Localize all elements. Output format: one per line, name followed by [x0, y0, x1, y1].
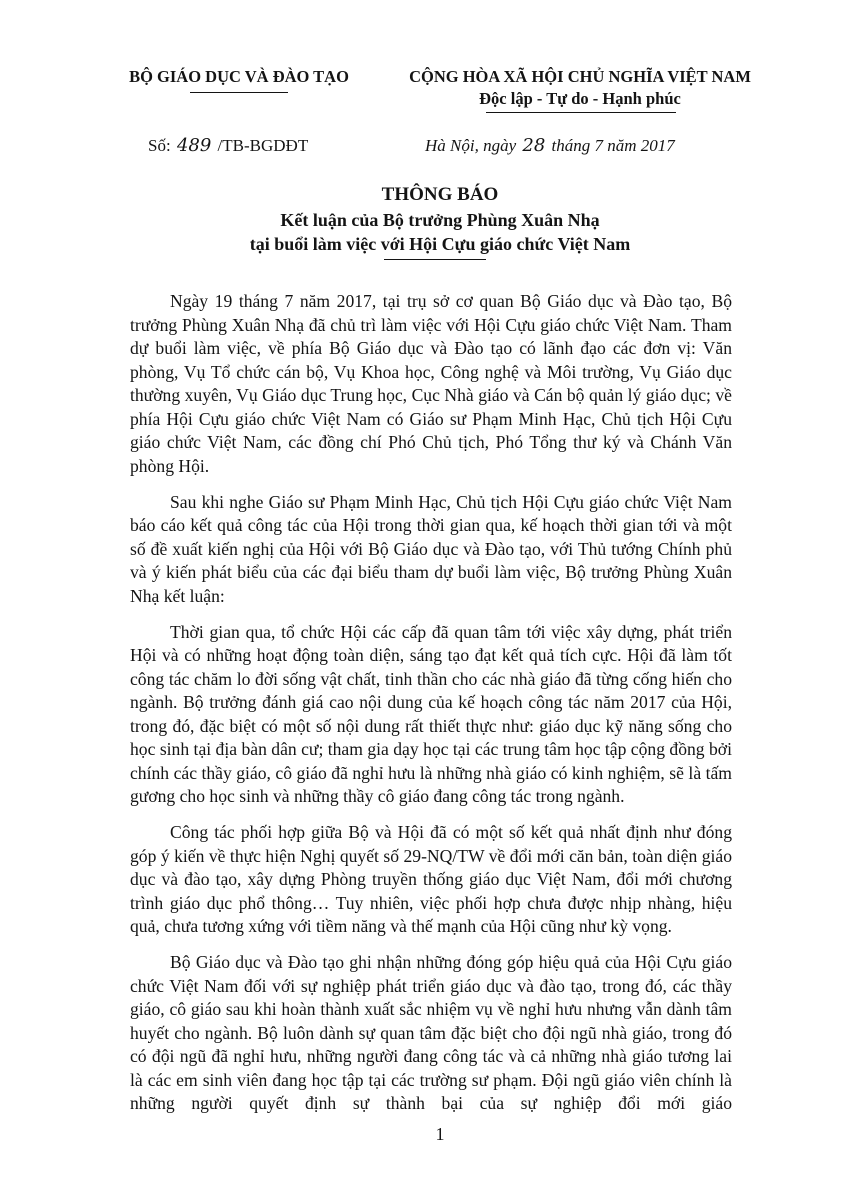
- date-day-handwritten: 28: [522, 135, 546, 156]
- document-subtitle-line-1: Kết luận của Bộ trưởng Phùng Xuân Nhạ: [280, 210, 600, 230]
- number-prefix: Số:: [148, 136, 171, 155]
- paragraph-2: Sau khi nghe Giáo sư Phạm Minh Hạc, Chủ tịch Hội Cựu giáo chức Việt Nam báo cáo kết quả công tác của Hội trong thời gian qua, kế hoạch thời gian tới và một số đề xuất kiến nghị của Hội với Bộ Giáo dục và Đào tạo, với Thủ tướng Chính phủ và ý kiến phát biểu của các đại biểu tham dự buổi làm việc, Bộ trưởng Phùng Xuân Nhạ kết luận:: [130, 491, 732, 606]
- date-suffix: tháng 7 năm 2017: [551, 136, 675, 155]
- document-subtitle-line-2: tại buổi làm việc với Hội Cựu giáo chức Việt Nam: [249, 234, 631, 254]
- number-handwritten: 489: [176, 135, 212, 156]
- ministry-header: [108, 66, 370, 88]
- title-block: [90, 182, 790, 256]
- number-suffix: /TB-BGDĐT: [217, 136, 309, 155]
- document-body: [130, 290, 732, 1116]
- paragraph-5: Bộ Giáo dục và Đào tạo ghi nhận những đóng góp hiệu quả của Hội Cựu giáo chức Việt Nam đối với sự nghiệp phát triển giáo dục và đào tạo, trong đó, các thầy giáo, cô giáo sau khi hoàn thành xuất sắc nhiệm vụ về nghỉ hưu nhưng vẫn dành tâm huyết cho ngành. Bộ luôn dành sự quan tâm đặc biệt cho đội ngũ nhà giáo, trong đó có đội ngũ đã nghỉ hưu, những người đang công tác và cả những nhà giáo tương lai là các em sinh viên đang học tập tại các trường sư phạm. Đội ngũ giáo viên chính là những người quyết định sự thành bại của sự nghiệp đổi mới giáo: [130, 952, 732, 1113]
- paragraph-1: Ngày 19 tháng 7 năm 2017, tại trụ sở cơ quan Bộ Giáo dục và Đào tạo, Bộ trưởng Phùng Xuân Nhạ đã chủ trì làm việc với Hội Cựu giáo chức Việt Nam. Tham dự buổi làm việc, về phía Bộ Giáo dục và Đào tạo có lãnh đạo các đơn vị: Văn phòng, Vụ Tổ chức cán bộ, Vụ Khoa học, Công nghệ và Môi trường, Vụ Giáo dục thường xuyên, Vụ Giáo dục Trung học, Cục Nhà giáo và Cán bộ quản lý giáo dục; về phía Hội Cựu giáo chức Việt Nam có Giáo sư Phạm Minh Hạc, Chủ tịch Hội Cựu giáo chức Việt Nam, các đồng chí Phó Chủ tịch, Phó Tổng thư ký và Chánh Văn phòng Hội.: [130, 291, 732, 476]
- paragraph-3: Thời gian qua, tổ chức Hội các cấp đã quan tâm tới việc xây dựng, phát triển Hội và có những hoạt động toàn diện, sáng tạo đạt kết quả tích cực. Hội đã làm tốt công tác chăm lo đời sống vật chất, tinh thần cho các nhà giáo đã từng cống hiến cho ngành. Bộ trưởng đánh giá cao nội dung của kế hoạch công tác năm 2017 của Hội, trong đó, đặc biệt có một số nội dung rất thiết thực như: giáo dục kỹ năng sống cho học sinh tại địa bàn dân cư; tham gia dạy học tại các trung tâm học tập cộng đồng bởi chính các thầy giáo, cô giáo đã nghỉ hưu là những nhà giáo có kinh nghiệm, sẽ là tấm gương cho học sinh và những thầy cô giáo đang công tác trong ngành.: [130, 621, 732, 806]
- motto: Độc lập - Tự do - Hạnh phúc: [479, 89, 681, 108]
- place-date: [425, 135, 675, 156]
- motto-underline: [486, 112, 676, 113]
- page-number: 1: [435, 1124, 445, 1144]
- ministry-underline: [190, 92, 288, 93]
- document-title: THÔNG BÁO: [381, 184, 499, 205]
- country-name: CỘNG HÒA XÃ HỘI CHỦ NGHĨA VIỆT NAM: [409, 67, 751, 86]
- title-underline: [384, 259, 486, 260]
- national-header: [380, 66, 780, 110]
- ministry-name: BỘ GIÁO DỤC VÀ ĐÀO TẠO: [129, 67, 349, 86]
- paragraph-4: Công tác phối hợp giữa Bộ và Hội đã có một số kết quả nhất định như đóng góp ý kiến về thực hiện Nghị quyết số 29-NQ/TW về đổi mới căn bản, toàn diện giáo dục và đào tạo, xây dựng Phòng truyền thống giáo dục Việt Nam, đổi mới chương trình giáo dục phổ thông… Tuy nhiên, việc phối hợp chưa được nhịp nhàng, hiệu quả, chưa tương xứng với tiềm năng và thế mạnh của Hội cũng như kỳ vọng.: [130, 822, 732, 936]
- document-number: [148, 135, 308, 156]
- date-prefix: Hà Nội, ngày: [425, 136, 517, 155]
